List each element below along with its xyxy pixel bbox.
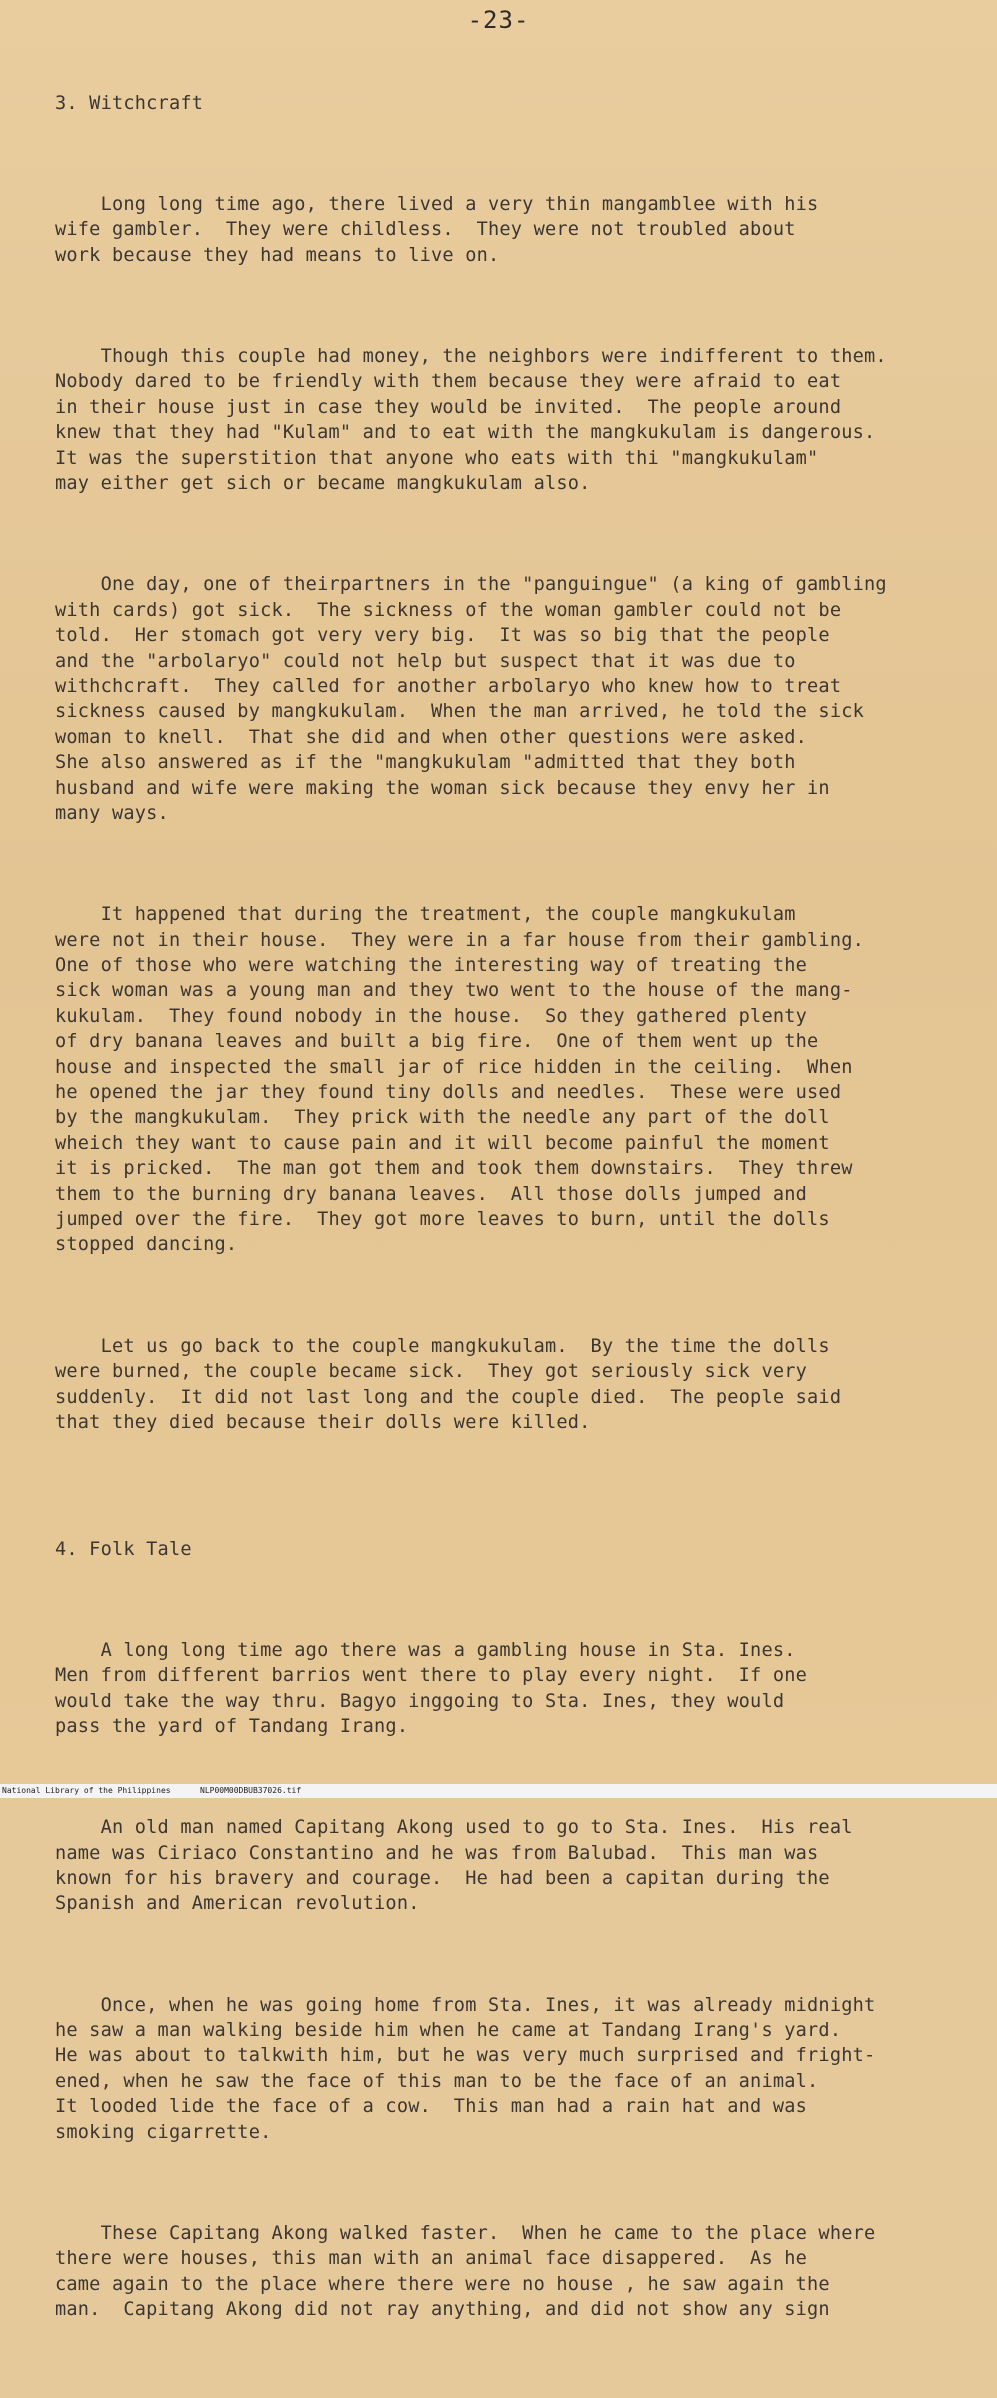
library-credit: National Library of the Philippines (2, 1786, 171, 1795)
paragraph: Long long time ago, there lived a very thin mangamblee with his wife gambler. They were childless. They were not troubled about work because they had means to live on. (55, 194, 819, 266)
page-number: -23- (467, 6, 530, 34)
section-heading-witchcraft: 3. Witchcraft (55, 92, 204, 114)
section-heading-folk-tale: 4. Folk Tale (55, 1538, 192, 1560)
document-body (55, 40, 955, 2398)
scan-footer (0, 1784, 997, 1798)
paragraph: Though this couple had money, the neighbors were indifferent to them. Nobody dared to be friendly with them because they were afraid to eat in their house just in case they would be invited. The people around knew that they had "Kulam" and to eat with the mangkukulam is dangerous. It was the superstition that anyone who eats with thi "mangkukulam" may either get sich or became mangkukulam also. (55, 346, 887, 495)
paragraph: It happened that during the treatment, the couple mangkukulam were not in their house. They were in a far house from their gambling. One of those who were watching the interesting way of treating the sick woman was a young man and they two went to the house of the mang- kukulam. They found nobody in the house. So they gathered plenty of dry banana leaves and built a big fire. One of them went up the house and inspected the small jar of rice hidden in the ceiling. When he opened the jar they found tiny dolls and needles. These were used by the mangkukulam. They prick with the needle any part of the doll wheich they want to cause pain and it will become painful the moment it is pricked. The man got them and took them downstairs. They threw them to the burning dry banana leaves. All those dolls jumped and jumped over the fire. They got more leaves to burn, until the dolls stopped dancing. (55, 904, 865, 1256)
paragraph: One day, one of theirpartners in the "panguingue" (a king of gambling with cards) got sick. The sickness of the woman gambler could not be told. Her stomach got very very big. It was so big that the people and the "arbolaryo" could not help but suspect that it was due to withchcraft. They called for another arbolaryo who knew how to treat sickness caused by mangkukulam. When the man arrived, he told the sick woman to knell. That she did and when other questions were asked. She also answered as if the "mangkukulam "admitted that they both husband and wife were making the woman sick because they envy her in many ways. (55, 574, 887, 824)
paragraph: Once, when he was going home from Sta. Ines, it was already midnight he saw a man walking beside him when he came at Tandang Irang's yard. He was about to talkwith him, but he was very much surprised and fright- ened, when he saw the face of this man to be the face of an animal. It looded lide the face of a cow. This man had a rain hat and was smoking cigarrette. (55, 1994, 876, 2143)
file-id: NLP00M00DBUB37026.tif (200, 1786, 302, 1795)
paragraph: These Capitang Akong walked faster. When he came to the place where there were houses, this man with an animal face disappered. As he came again to the place where there were no house , he saw again the man. Capitang Akong did not ray anything, and did not show any sign (55, 2222, 876, 2321)
paragraph: An old man named Capitang Akong used to go to Sta. Ines. His real name was Ciriaco Constantino and he was from Balubad. This man was known for his bravery and courage. He had been a capitan during the Spanish and American revolution. (55, 1817, 853, 1915)
paragraph: Let us go back to the couple mangkukulam. By the time the dolls were burned, the couple became sick. They got seriously sick very suddenly. It did not last long and the couple died. The people said that they died because their dolls were killed. (55, 1335, 842, 1433)
paragraph: A long long time ago there was a gambling house in Sta. Ines. Men from different barrios went there to play every night. If one would take the way thru. Bagyo inggoing to Sta. Ines, they would pass the yard of Tandang Irang. (55, 1639, 808, 1737)
